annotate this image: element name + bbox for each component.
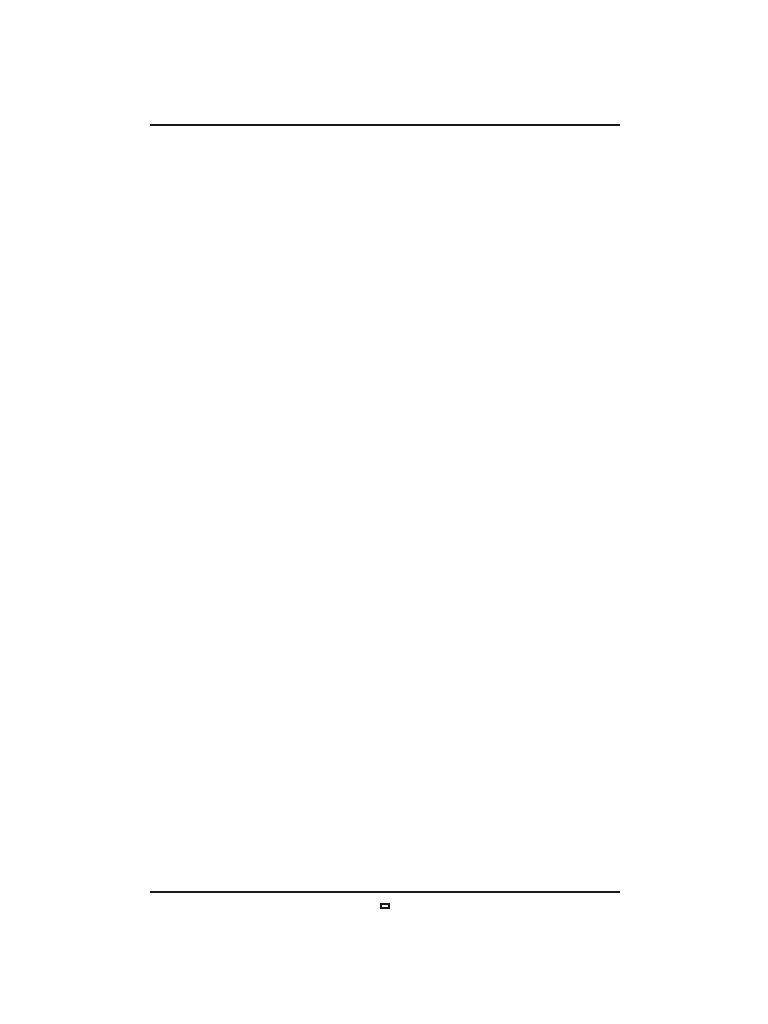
verse-line xyxy=(153,821,623,852)
verse-line xyxy=(153,635,623,666)
verse-line xyxy=(153,480,623,511)
verse-line xyxy=(153,232,623,263)
verse-line xyxy=(153,728,623,759)
verse-line xyxy=(153,294,623,325)
verses-vandana xyxy=(153,232,623,356)
verse-line xyxy=(153,263,623,294)
verse-line xyxy=(153,697,623,728)
verse-line xyxy=(153,511,623,542)
verse-line xyxy=(153,790,623,821)
verse-line xyxy=(153,325,623,356)
verse-line xyxy=(153,666,623,697)
verse-line xyxy=(153,542,623,573)
footer xyxy=(150,903,620,909)
verse-line xyxy=(153,852,623,883)
verse-line xyxy=(153,573,623,604)
verses-sahasranama xyxy=(153,418,623,883)
bottom-divider xyxy=(150,891,620,893)
page-number xyxy=(380,903,390,909)
verse-line xyxy=(153,449,623,480)
verse-line xyxy=(153,418,623,449)
top-divider xyxy=(150,124,620,126)
verse-line xyxy=(153,759,623,790)
verse-line xyxy=(153,604,623,635)
